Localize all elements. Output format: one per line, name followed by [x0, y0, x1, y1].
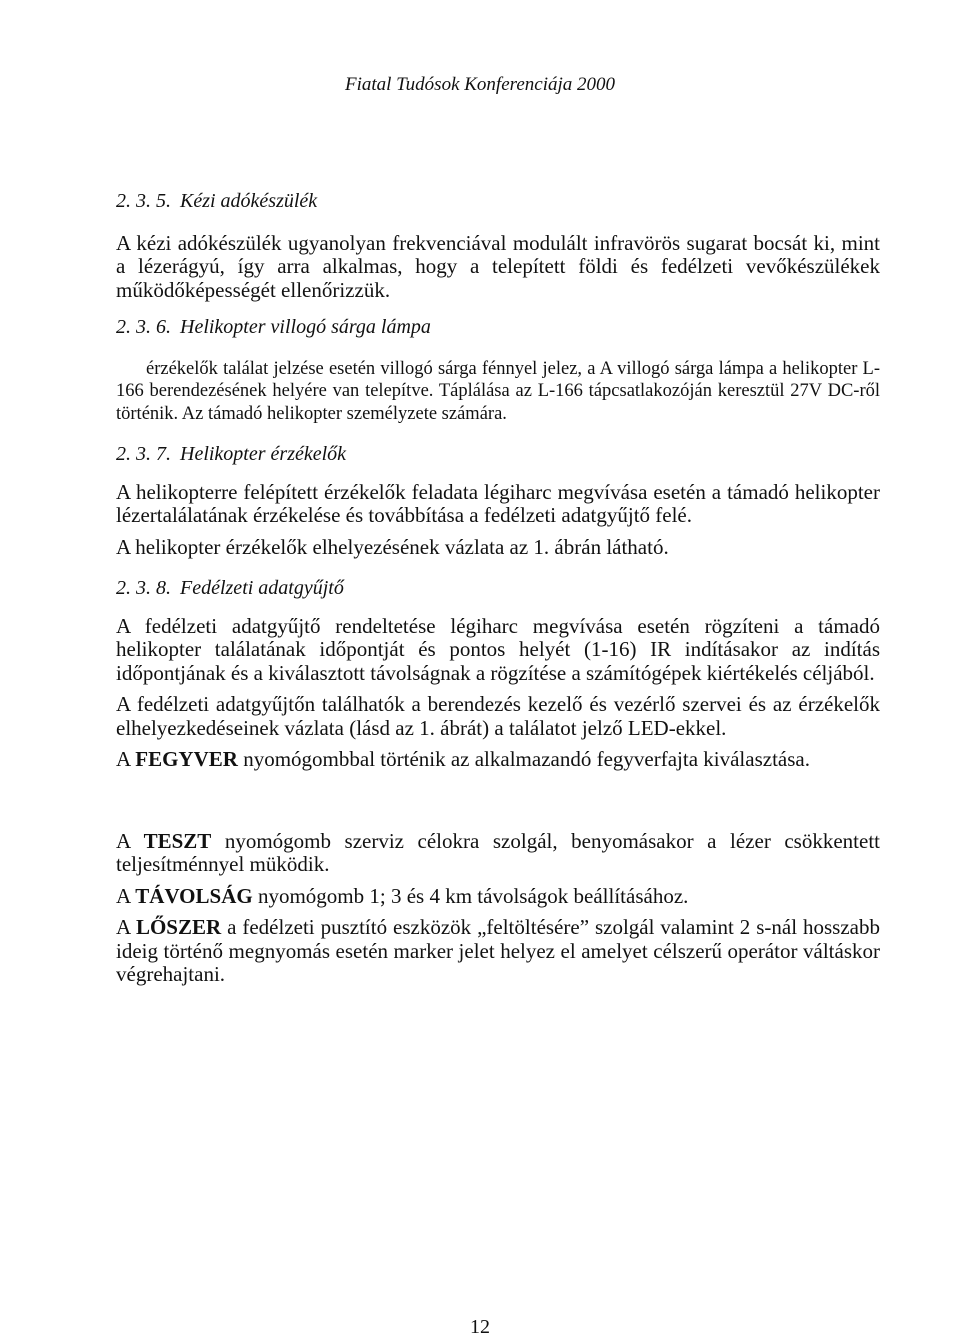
section-heading-2-3-6	[116, 316, 880, 340]
paragraph: A helikopter érzékelők elhelyezésének vázlata az 1. ábrán látható.	[116, 534, 669, 559]
document-body	[116, 190, 880, 987]
tavolsag-keyword: TÁVOLSÁG	[135, 883, 253, 908]
paragraph: A kézi adókészülék ugyanolyan frekvenciával modulált infravörös sugarat bocsát ki, mint a lézerágyú, így arra alkalmas, hogy a telepített földi és fedélzeti vevőkészülékek működőképességét ellenőrizzük.	[116, 230, 880, 302]
paragraph-prefix: A	[116, 828, 144, 853]
section-heading-2-3-5	[116, 190, 880, 214]
section-number: 2. 3. 7.	[116, 443, 171, 465]
section-heading-2-3-8	[116, 577, 880, 601]
paragraph-prefix: A	[116, 883, 136, 908]
teszt-paragraph	[116, 830, 880, 877]
fegyver-keyword: FEGYVER	[135, 747, 238, 771]
paragraph: érzékelők találat jelzése esetén villogó sárga fénnyel jelez, a A villogó sárga lámpa a helikopter L-166 berendezésének helyére van telepítve. Táplálása az L-166 tápcsatlakozóján keresztül 27V DC-ről történik. Az támadó helikopter személyzete számára.	[116, 358, 880, 424]
loszer-paragraph	[116, 916, 880, 987]
section-title: Helikopter érzékelők	[180, 443, 347, 465]
section-title: Kézi adókészülék	[180, 190, 318, 212]
paragraph-text: a fedélzeti pusztító eszközök „feltöltésére” szolgál valamint 2 s-nál hosszabb ideig történő megnyomás esetén marker jelet helyez el amelyet célszerű operátor váltáskor végrehajtani.	[116, 915, 880, 986]
paragraph: A fedélzeti adatgyűjtő rendeltetése légiharc megvívása esetén rögzíteni a támadó helikopter találatának időpontját és pontos helyét (1-16) IR indításakor az indítás időpontjának és a kiválasztott távolságnak a rögzítése a számítógépek kiértékelés céljából.	[116, 613, 880, 685]
paragraph-text: nyomógomb 1; 3 és 4 km távolságok beállításához.	[252, 883, 689, 908]
teszt-keyword: TESZT	[143, 828, 212, 853]
section-number: 2. 3. 6.	[116, 316, 171, 338]
loszer-keyword: LŐSZER	[135, 915, 222, 939]
paragraph-text: nyomógomb szerviz célokra szolgál, benyomásakor a lézer csökkentett teljesítménnyel müködik.	[116, 828, 880, 876]
section-number: 2. 3. 8.	[116, 577, 171, 599]
running-header: Fiatal Tudósok Konferenciája 2000	[344, 74, 616, 95]
tavolsag-paragraph	[116, 885, 880, 909]
section-heading-2-3-7	[116, 443, 880, 467]
paragraph: A helikopterre felépített érzékelők feladata légiharc megvívása esetén a támadó helikopter lézertalálatának érzékelése és továbbítása a fedélzeti adatgyűjtő felé.	[116, 479, 880, 527]
section-title: Helikopter villogó sárga lámpa	[180, 316, 431, 338]
page-number: 12	[470, 1316, 490, 1338]
paragraph: A fedélzeti adatgyűjtőn találhatók a berendezés kezelő és vezérlő szervei és az érzékelők elhelyezkedéseinek vázlata (lásd az 1. ábrát) a találatot jelző LED-ekkel.	[116, 692, 880, 740]
paragraph-prefix: A	[116, 747, 136, 771]
section-number: 2. 3. 5.	[116, 190, 171, 212]
section-title: Fedélzeti adatgyűjtő	[180, 577, 344, 599]
fegyver-paragraph	[116, 748, 880, 772]
paragraph-text: nyomógombbal történik az alkalmazandó fegyverfajta kiválasztása.	[237, 747, 810, 771]
paragraph-prefix: A	[116, 915, 136, 939]
